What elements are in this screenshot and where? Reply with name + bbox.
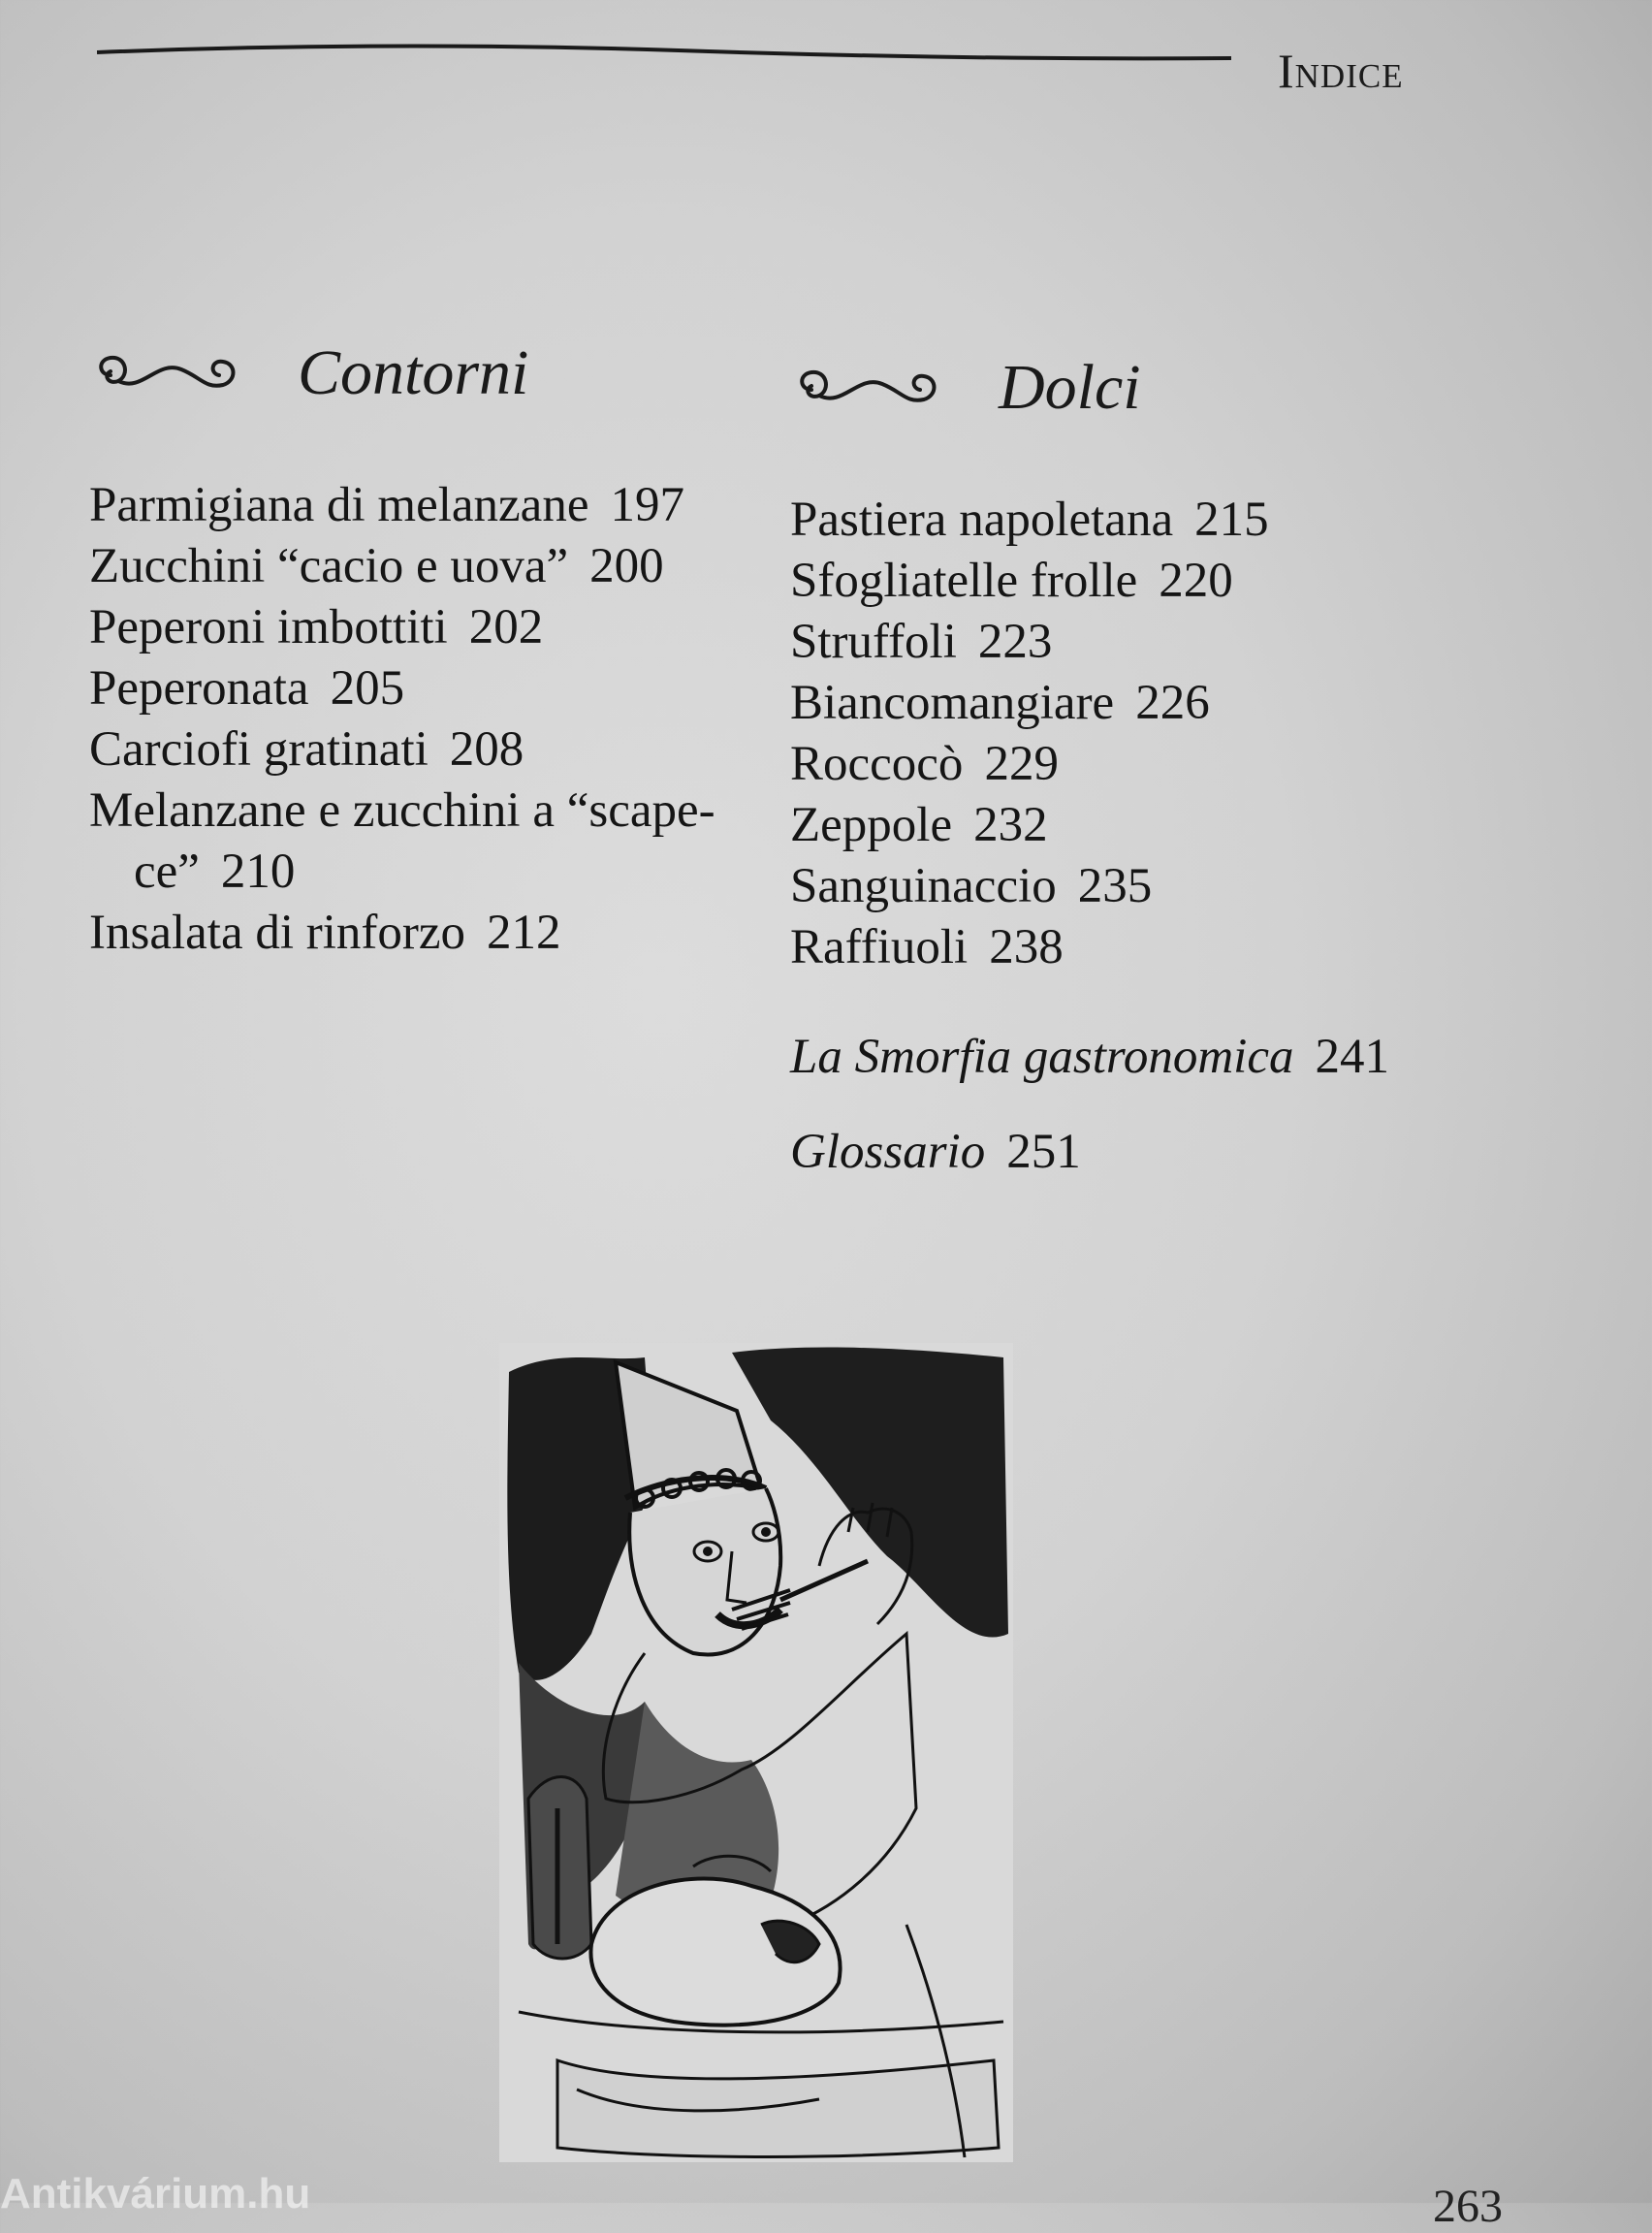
list-item: Pastiera napoletana 215 bbox=[790, 493, 1269, 547]
dolci-list bbox=[790, 490, 1527, 978]
list-item: Struffoli 223 bbox=[790, 615, 1053, 669]
list-item: Melanzane e zucchini a “scape- ce” 210 bbox=[89, 783, 715, 899]
contorni-section bbox=[89, 325, 748, 964]
running-head: Indice bbox=[1278, 44, 1404, 98]
section-title: Dolci bbox=[999, 352, 1141, 423]
glossario-entry: Glossario 251 bbox=[790, 1125, 1081, 1179]
list-item: Zeppole 232 bbox=[790, 798, 1048, 852]
list-item: Sfogliatelle frolle 220 bbox=[790, 554, 1233, 608]
list-item: Roccocò 229 bbox=[790, 737, 1059, 791]
dolci-heading bbox=[790, 339, 1527, 436]
section-title: Contorni bbox=[298, 337, 529, 408]
header-rule bbox=[97, 43, 1231, 66]
list-item: Parmigiana di melanzane 197 bbox=[89, 478, 684, 532]
contorni-heading bbox=[89, 325, 748, 422]
list-item: Sanguinaccio 235 bbox=[790, 859, 1153, 913]
scroll-flourish-icon bbox=[89, 346, 244, 400]
list-item: Carciofi gratinati 208 bbox=[89, 722, 524, 777]
list-item: Peperonata 205 bbox=[89, 661, 405, 716]
contorni-list bbox=[89, 475, 748, 964]
page-number: 263 bbox=[1433, 2181, 1503, 2232]
list-item: Peperoni imbottiti 202 bbox=[89, 600, 544, 654]
ink-drawing-illustration bbox=[499, 1343, 1013, 2162]
list-item: Biancomangiare 226 bbox=[790, 676, 1210, 730]
list-item: Raffiuoli 238 bbox=[790, 920, 1064, 974]
dolci-section bbox=[790, 339, 1527, 1180]
list-item: Zucchini “cacio e uova” 200 bbox=[89, 539, 664, 593]
list-item: Insalata di rinforzo 212 bbox=[89, 906, 561, 960]
smorfia-entry: La Smorfia gastronomica 241 bbox=[790, 1030, 1389, 1084]
watermark: Antikvárium.hu bbox=[0, 2170, 311, 2217]
scroll-flourish-icon bbox=[790, 361, 945, 415]
